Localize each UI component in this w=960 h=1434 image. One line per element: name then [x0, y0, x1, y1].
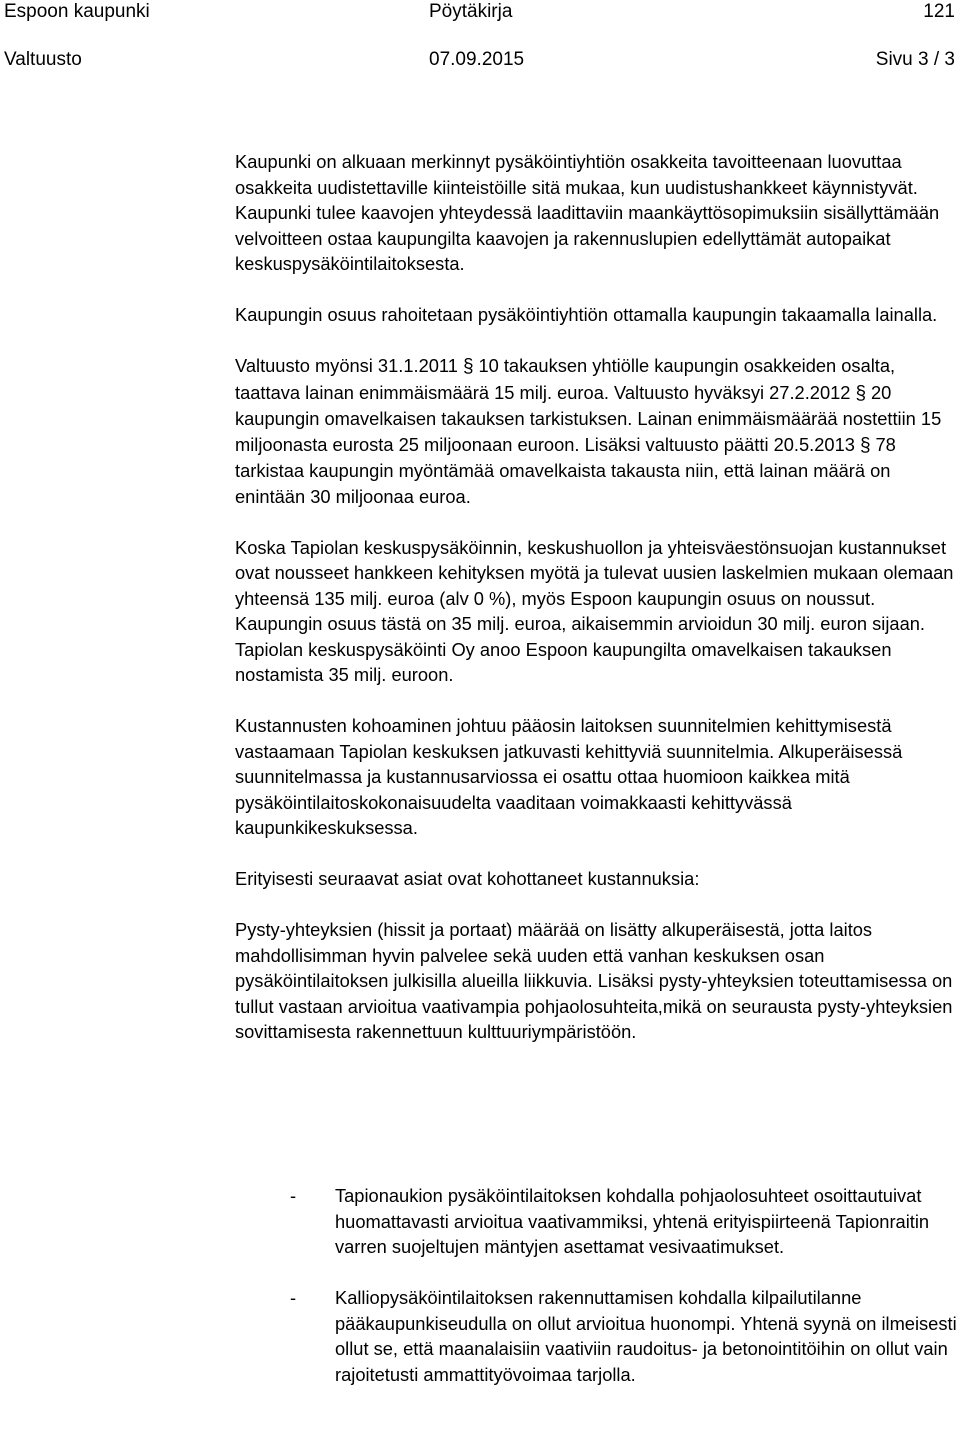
- list-item: [235, 1285, 957, 1387]
- page-number: 121: [923, 1, 955, 22]
- doc-type: Pöytäkirja: [429, 1, 513, 22]
- list-item-text: Kalliopysäköintilaitoksen rakennuttamisen kohdalla kilpailutilanne pääkaupunkiseudulla on ollut arvioitua huonompi. Yhtenä syynä on ilmeisesti ollut se, että maanalaisiin vaativiin raudoitus- ja betonointitöihin on ollut vain rajoitetusti ammattityövoimaa tarjolla.: [335, 1287, 957, 1385]
- list-item-text: Tapionaukion pysäköintilaitoksen kohdalla pohjaolosuhteet osoittautuivat huomattavasti arvioitua vaativammiksi, yhtenä erityispiirteenä Tapionraitin varren suojeltujen mäntyjen asettamat vesivaatimukset.: [335, 1185, 930, 1257]
- paragraph: Kaupunki on alkuaan merkinnyt pysäköintiyhtiön osakkeita tavoitteenaan luovuttaa osakkeita uudistettaville kiinteistöille sitä mukaa, kun uudistushankkeet käynnistyvät. Kaupunki tulee kaavojen yhteydessä laadittaviin maankäyttösopimuksiin sisällyttämään velvoitteen ostaa kaupungilta kaavojen ja rakennuslupien edellyttämät autopaikat keskuspysäköintilaitoksesta.: [235, 151, 940, 274]
- document-body: [235, 149, 957, 1070]
- paragraph: Valtuusto myönsi 31.1.2011 § 10 takauksen yhtiölle kaupungin osakkeiden osalta, taattava lainan enimmäismäärä 15 milj. euroa. Valtuusto hyväksyi 27.2.2012 § 20 kaupungin omavelkaisen takauksen tarkistuksen. Lainan enimmäismäärää nostettiin 15 miljoonasta eurosta 25 miljoonaan euroon. Lisäksi valtuusto päätti 20.5.2013 § 78 tarkistaa kaupungin myöntämää omavelkaista takausta niin, että lainan määrä on enintään 30 miljoonaa euroa.: [235, 355, 942, 507]
- dash-marker: -: [290, 1287, 297, 1308]
- section-sign: §: [462, 356, 474, 377]
- section-sign: §: [855, 382, 866, 404]
- sheet-number: Sivu 3 / 3: [875, 49, 955, 70]
- paragraph: Koska Tapiolan keskuspysäköinnin, keskushuollon ja yhteisväestönsuojan kustannukset ovat nousseet hankkeen kehityksen myötä ja tulevat uusien laskelmien mukaan olemaan yhteensä 135 milj. euroa (alv 0 %), myös Espoon kaupungin osuus on noussut. Kaupungin osuus tästä on 35 milj. euroa, aikaisemmin arvioidun 30 milj. euron sijaan. Tapiolan keskuspysäköinti Oy anoo Espoon kaupungilta omavelkaisen takauksen nostamista 35 milj. euroon.: [235, 536, 954, 685]
- section-sign: §: [860, 434, 871, 456]
- org-name: Espoon kaupunki: [4, 1, 150, 22]
- bullet-list: [235, 1183, 957, 1413]
- list-item: [235, 1183, 957, 1260]
- paragraph: Erityisesti seuraavat asiat ovat kohottaneet kustannuksia:: [235, 868, 700, 889]
- dash-marker: -: [290, 1185, 297, 1206]
- paragraph: Kustannusten kohoaminen johtuu pääosin laitoksen suunnitelmien kehittymisestä vastaamaan Tapiolan keskuksen jatkuvasti kehittyviä suunnitelmia. Alkuperäisessä suunnitelmassa ja kustannusarviossa ei osattu ottaa huomioon kaikkea mitä pysäköintilaitoskokonaisuudelta vaaditaan voimakkaasti kehittyvässä kaupunkikeskuksessa.: [235, 715, 903, 838]
- paragraph: Pysty-yhteyksien (hissit ja portaat) määrää on lisätty alkuperäisestä, jotta laitos mahdollisimman hyvin palvelee sekä uuden että vanhan keskuksen osan pysäköintilaitoksen julkisilla alueilla liikkuvia. Lisäksi pysty-yhteyksien toteuttamisessa on tullut vastaan arvioitua vaativampia pohjaolosuhteita,mikä on seurausta pysty-yhteyksien sovittamisesta rakennettuun kulttuuriympäristöön.: [235, 919, 953, 1042]
- paragraph: Kaupungin osuus rahoitetaan pysäköintiyhtiön ottamalla kaupungin takaamalla lainalla.: [235, 304, 938, 325]
- meeting-date: 07.09.2015: [429, 49, 525, 70]
- body-name: Valtuusto: [4, 49, 82, 70]
